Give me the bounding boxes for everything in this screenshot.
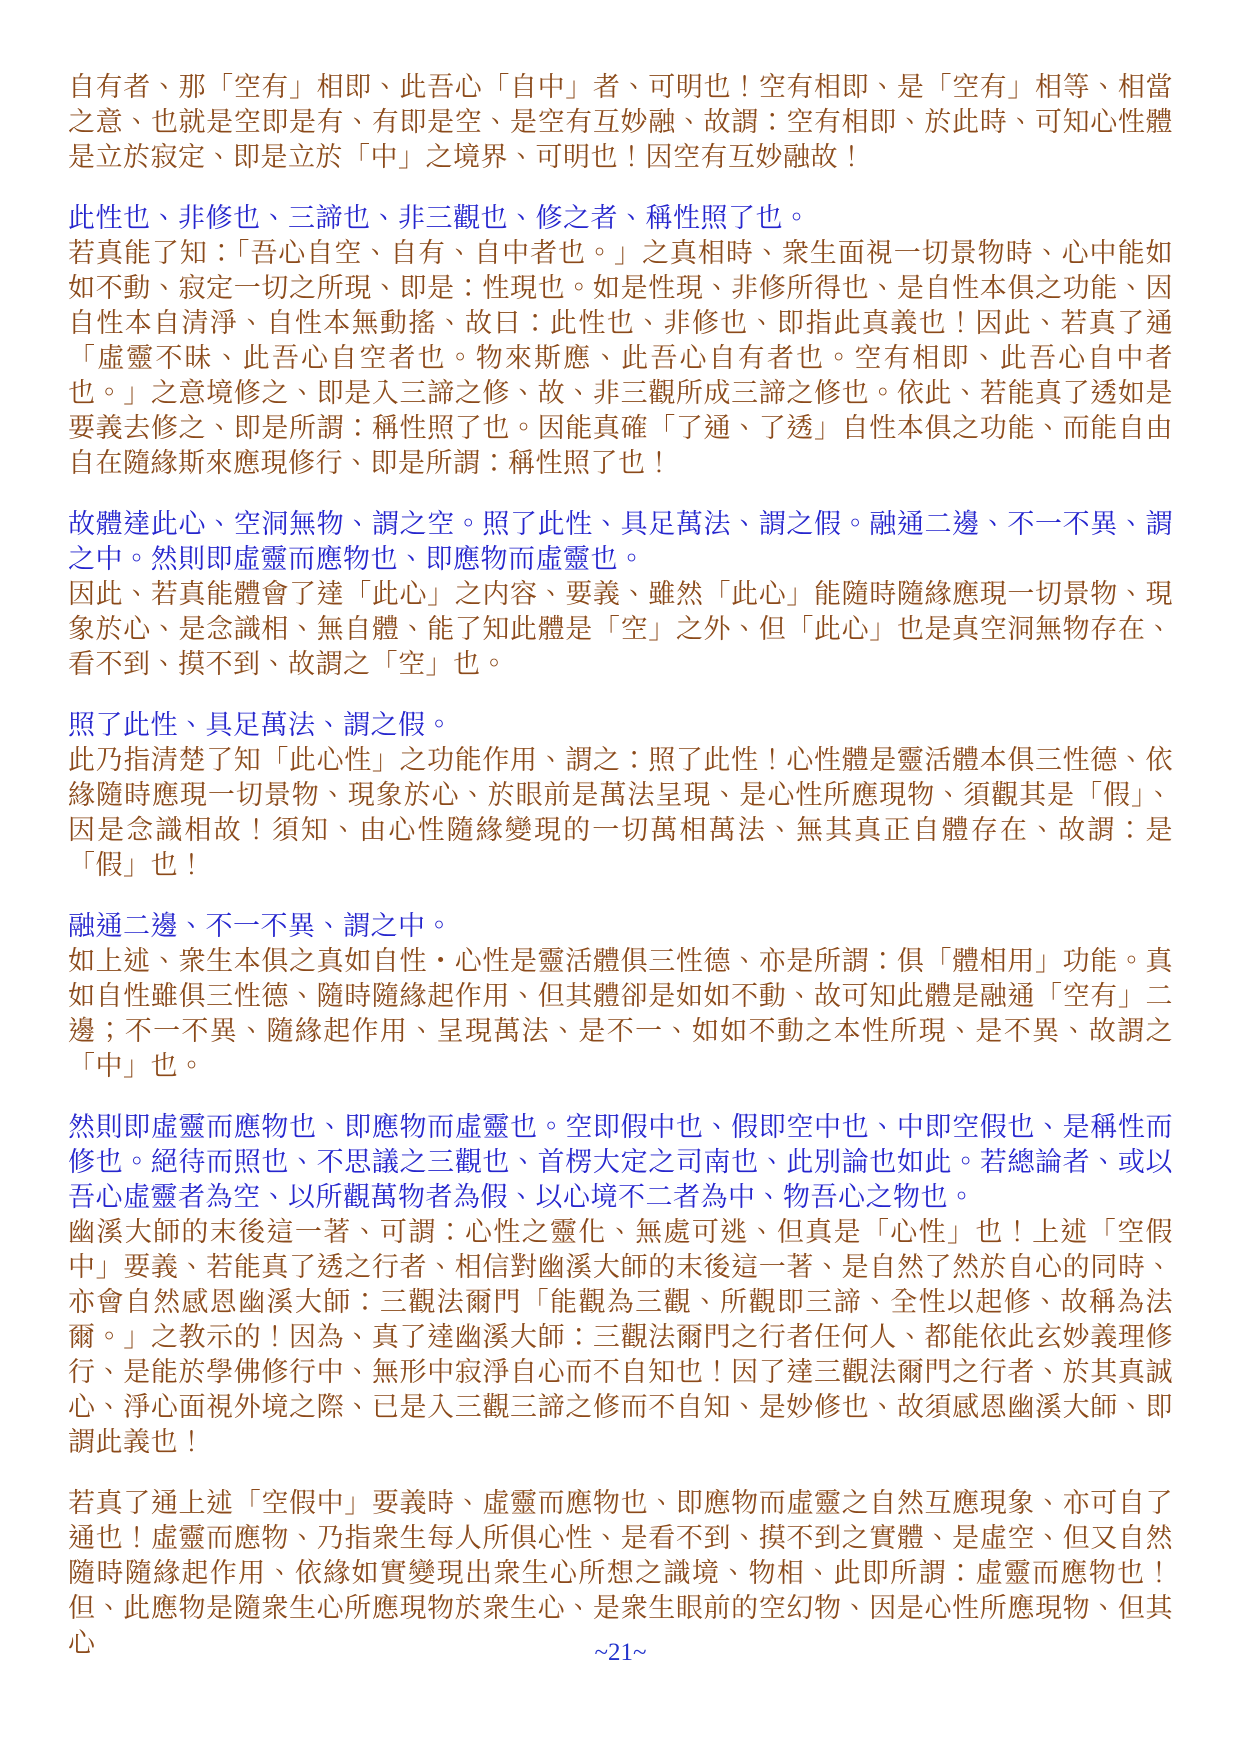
paragraph-body-text: 若真能了知：「吾心自空、自有、自中者也。」之真相時、衆生面視一切景物時、心中能如如不動、寂定一切之所現、即是：性現也。如是性現、非修所得也、是自性本俱之功能、因自性本自清淨、自性本無動搖、故曰：此性也、非修也、即指此真義也！因此、若真了通「虛靈不昧、此吾心自空者也。物來斯應、此吾心自有者也。空有相即、此吾心自中者也。」之意境修之、即是入三諦之修、故、非三觀所成三諦之修也。依此、若能真了透如是要義去修之、即是所謂：稱性照了也。因能真確「了通、了透」自性本俱之功能、而能自由自在隨緣斯來應現修行、即是所謂：稱性照了也！ bbox=[68, 238, 1173, 478]
paragraph-lead-quote: 故體達此心、空洞無物、謂之空。照了此性、具足萬法、謂之假。融通二邊、不一不異、謂之中。然則即虛靈而應物也、即應物而虛靈也。 bbox=[68, 509, 1173, 574]
paragraph-closing bbox=[68, 1486, 1173, 1661]
paragraph-body-text: 因此、若真能體會了達「此心」之内容、要義、雖然「此心」能隨時隨緣應現一切景物、現象於心、是念識相、無自體、能了知此體是「空」之外、但「此心」也是真空洞無物存在、看不到、摸不到、故謂之「空」也。 bbox=[68, 579, 1173, 679]
paragraph-lead-quote: 照了此性、具足萬法、謂之假。 bbox=[68, 710, 453, 740]
paragraph-body-text: 幽溪大師的末後這一著、可謂：心性之靈化、無處可逃、但真是「心性」也！上述「空假中」要義、若能真了透之行者、相信對幽溪大師的末後這一著、是自然了然於自心的同時、亦會自然感恩幽溪大師：三觀法爾門「能觀為三觀、所觀即三諦、全性以起修、故稱為法爾。」之教示的！因為、真了達幽溪大師：三觀法爾門之行者任何人、都能依此玄妙義理修行、是能於學佛修行中、無形中寂淨自心而不自知也！因了達三觀法爾門之行者、於其真誠心、淨心面視外境之際、已是入三觀三諦之修而不自知、是妙修也、故須感恩幽溪大師、即謂此義也！ bbox=[68, 1217, 1173, 1457]
paragraph-body-text: 此乃指清楚了知「此心性」之功能作用、謂之：照了此性！心性體是靈活體本俱三性德、依緣隨時應現一切景物、現象於心、於眼前是萬法呈現、是心性所應現物、須觀其是「假」、因是念識相故！須知、由心性隨緣變現的一切萬相萬法、無其真正自體存在、故謂：是「假」也！ bbox=[68, 745, 1173, 880]
paragraph-lead-quote: 融通二邊、不一不異、謂之中。 bbox=[68, 911, 453, 941]
paragraph-body-text: 如上述、衆生本俱之真如自性・心性是靈活體俱三性德、亦是所謂：俱「體相用」功能。真如自性雖俱三性德、隨時隨緣起作用、但其體卻是如如不動、故可知此體是融通「空有」二邊；不一不異、隨緣起作用、呈現萬法、是不一、如如不動之本性所現、是不異、故謂之「中」也。 bbox=[68, 946, 1173, 1081]
paragraph-cheng-xing-zhao-liao bbox=[68, 201, 1173, 481]
paragraph-xu-ling-ying-wu bbox=[68, 1110, 1173, 1460]
paragraph-lead-quote: 此性也、非修也、三諦也、非三觀也、修之者、稱性照了也。 bbox=[68, 203, 811, 233]
paragraph-intro bbox=[68, 70, 1173, 175]
page-footer bbox=[0, 1638, 1241, 1668]
paragraph-body-text: 自有者、那「空有」相即、此吾心「自中」者、可明也！空有相即、是「空有」相等、相當之意、也就是空即是有、有即是空、是空有互妙融、故謂：空有相即、於此時、可知心性體是立於寂定、即是立於「中」之境界、可明也！因空有互妙融故！ bbox=[68, 72, 1173, 172]
paragraph-lead-quote: 然則即虛靈而應物也、即應物而虛靈也。空即假中也、假即空中也、中即空假也、是稱性而修也。絕待而照也、不思議之三觀也、首楞大定之司南也、此別論也如此。若總論者、或以吾心虛靈者為空、以所觀萬物者為假、以心境不二者為中、物吾心之物也。 bbox=[68, 1112, 1173, 1212]
paragraph-zhong bbox=[68, 909, 1173, 1084]
text-content bbox=[68, 70, 1173, 1687]
paragraph-body-text: 若真了通上述「空假中」要義時、虛靈而應物也、即應物而虛靈之自然互應現象、亦可自了通也！虛靈而應物、乃指衆生每人所俱心性、是看不到、摸不到之實體、是虛空、但又自然隨時隨緣起作用、依緣如實變現出衆生心所想之識境、物相、此即所謂：虛靈而應物也！但、此應物是隨衆生心所應現物於衆生心、是衆生眼前的空幻物、因是心性所應現物、但其心 bbox=[68, 1488, 1173, 1658]
paragraph-jia bbox=[68, 708, 1173, 883]
paragraph-kong bbox=[68, 507, 1173, 682]
page-number: ~21~ bbox=[594, 1639, 647, 1666]
